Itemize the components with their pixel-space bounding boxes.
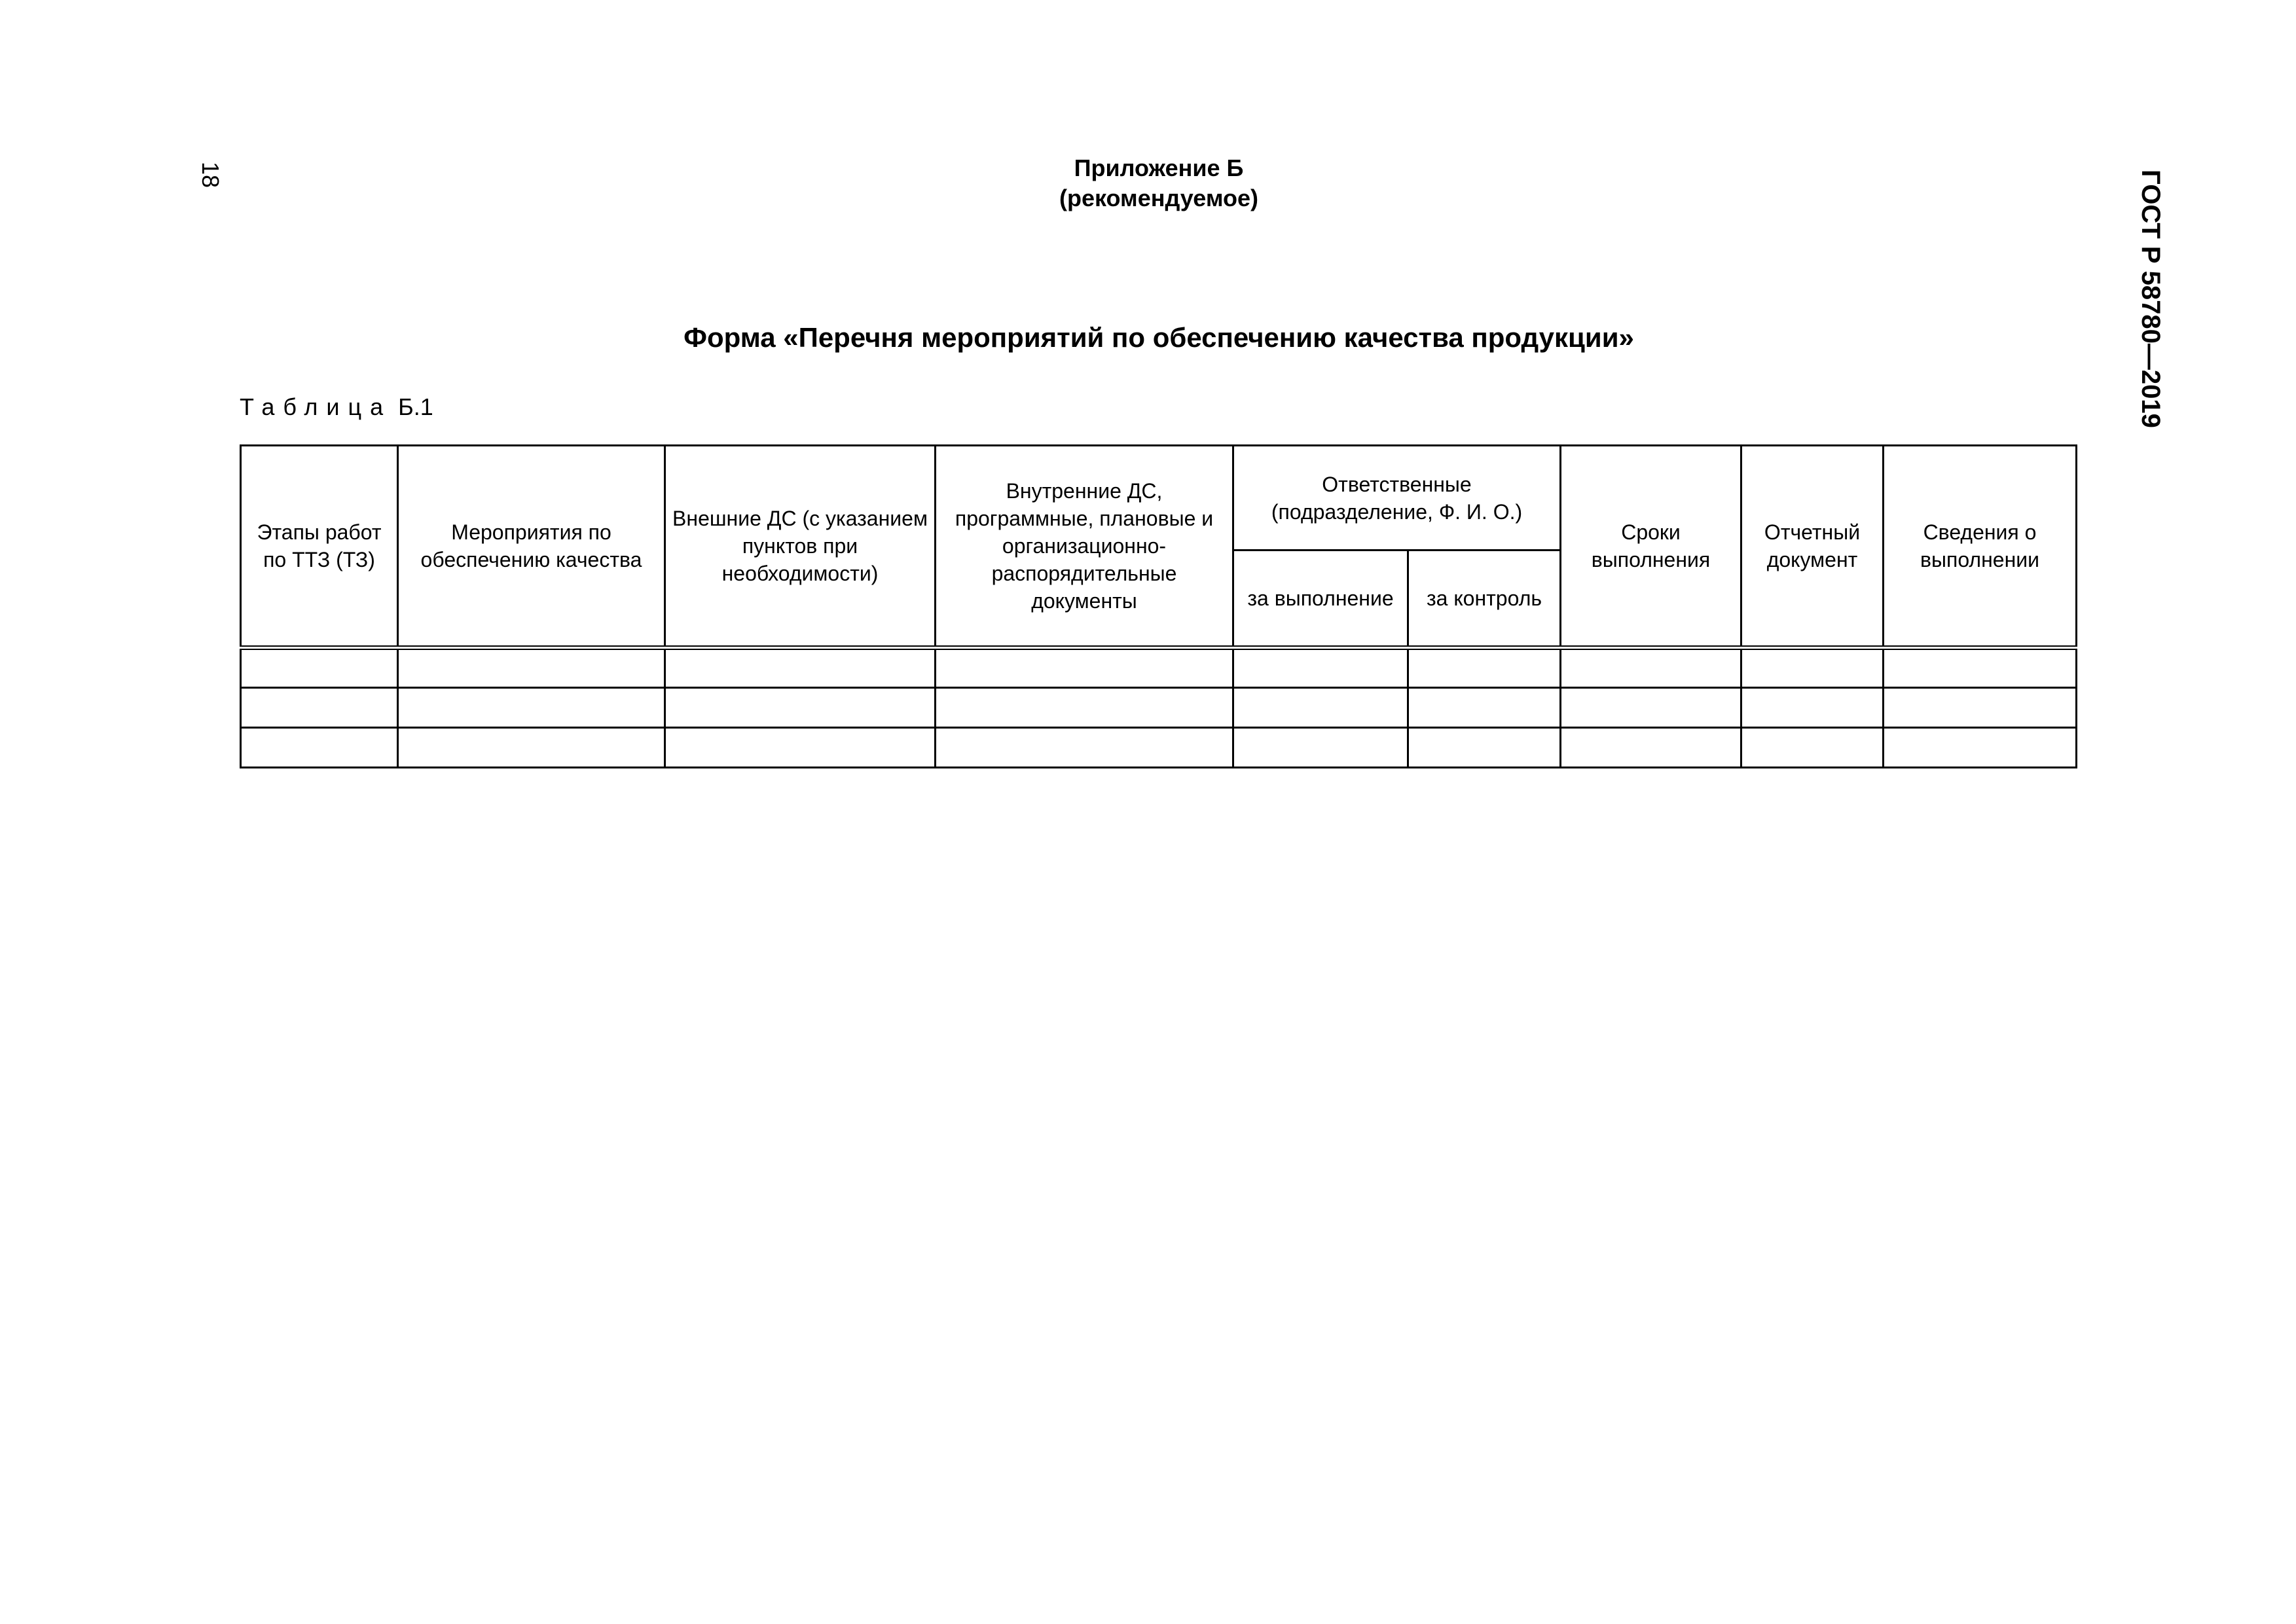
table-row — [241, 728, 2077, 768]
header-responsible-control: за контроль — [1408, 550, 1561, 648]
header-deadlines: Сроки выполнения — [1561, 446, 1741, 648]
table-cell — [1408, 728, 1561, 768]
appendix-subtitle: (рекомендуемое) — [1059, 185, 1258, 211]
page-number: 18 — [197, 161, 224, 189]
table-cell — [1561, 688, 1741, 728]
appendix-title: Приложение Б — [1074, 154, 1244, 181]
table-cell — [398, 728, 665, 768]
table-cell — [1884, 648, 2077, 688]
header-internal-docs: Внутренние ДС, программные, плановые и организационно-распорядительные документы — [936, 446, 1233, 648]
header-completion-info: Сведения о выполнении — [1884, 446, 2077, 648]
table-cell — [936, 688, 1233, 728]
table-cell — [665, 648, 936, 688]
header-responsible-execution: за выполнение — [1233, 550, 1408, 648]
table-row — [241, 688, 2077, 728]
table-cell — [1233, 648, 1408, 688]
table-caption-number: Б.1 — [398, 393, 433, 420]
document-code — [2135, 161, 2165, 436]
measures-form-table — [240, 444, 2077, 768]
form-title: Форма «Перечня мероприятий по обеспечению качества продукции» — [683, 322, 1634, 353]
table-cell — [398, 648, 665, 688]
table-cell — [398, 688, 665, 728]
table-cell — [1884, 728, 2077, 768]
header-measures: Мероприятия по обеспечению качества — [398, 446, 665, 648]
document-code-text: ГОСТ Р 58780—2019 — [2136, 169, 2165, 428]
table-cell — [1233, 688, 1408, 728]
header-external-docs: Внешние ДС (с указанием пунктов при необходимости) — [665, 446, 936, 648]
table-cell — [936, 728, 1233, 768]
table-cell — [665, 688, 936, 728]
table-cell — [1741, 728, 1884, 768]
table-cell — [1741, 648, 1884, 688]
table-cell — [1741, 688, 1884, 728]
appendix-heading — [917, 153, 1401, 213]
table-cell — [241, 688, 398, 728]
table-cell — [1561, 648, 1741, 688]
table-cell — [665, 728, 936, 768]
table-cell — [1408, 648, 1561, 688]
table-caption-word: Таблица — [240, 393, 392, 420]
table-cell — [936, 648, 1233, 688]
table-cell — [241, 728, 398, 768]
table-row — [241, 648, 2077, 688]
header-stages: Этапы работ по ТТЗ (ТЗ) — [241, 446, 398, 648]
header-responsible: Ответственные (подразделение, Ф. И. О.) — [1233, 446, 1561, 550]
table-cell — [1884, 688, 2077, 728]
table-caption — [240, 393, 433, 422]
table-cell — [1233, 728, 1408, 768]
table-cell — [241, 648, 398, 688]
table-cell — [1561, 728, 1741, 768]
table-cell — [1408, 688, 1561, 728]
header-report-doc: Отчетный документ — [1741, 446, 1884, 648]
